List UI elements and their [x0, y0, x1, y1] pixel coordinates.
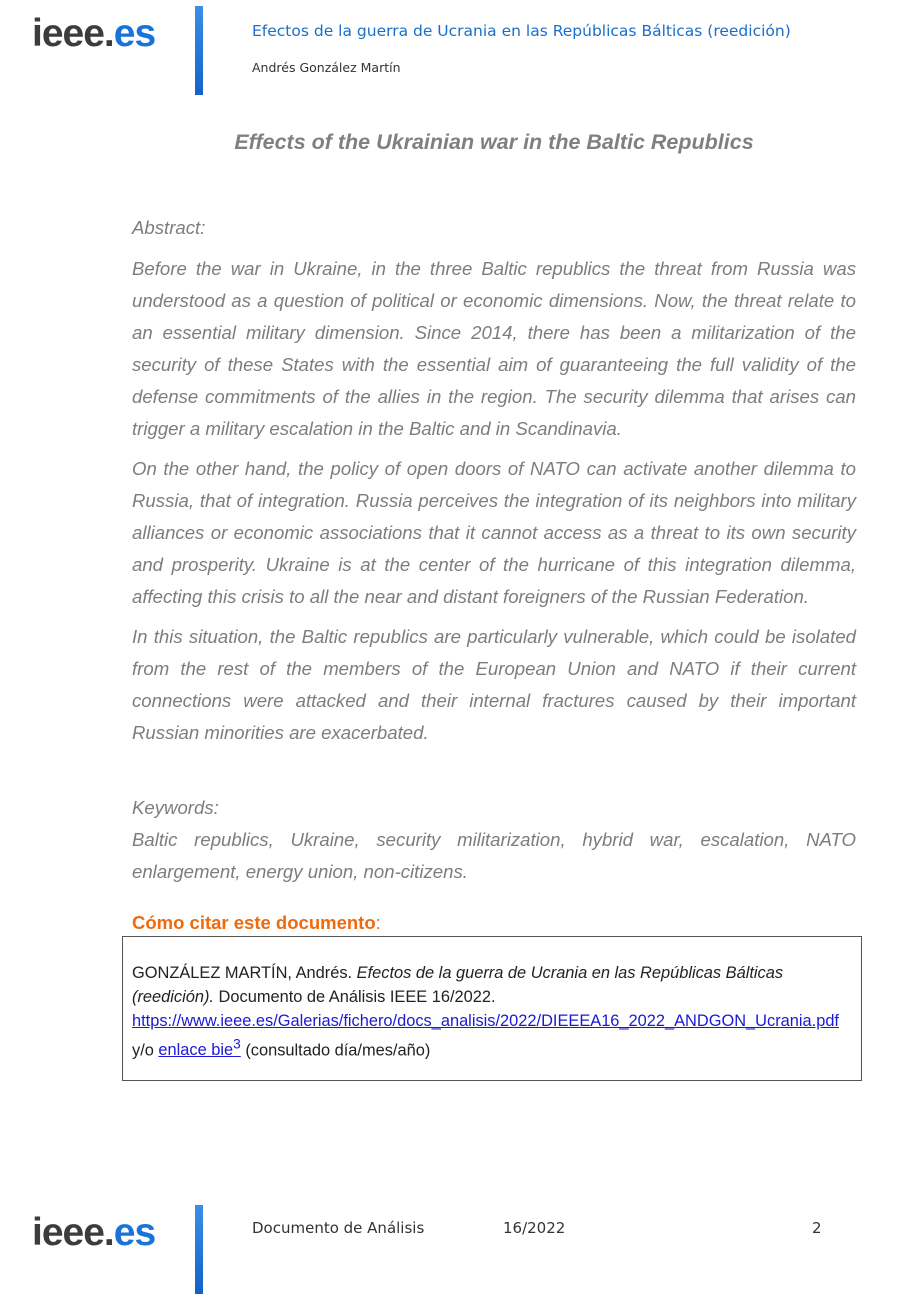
abstract-paragraph: Before the war in Ukraine, in the three Baltic republics the threat from Russia was understood as a question of political or economic dimensions. Now, the threat relate to an essential military dimension. Since 2014, there has been a militarization of the security of these States with the essential aim of guaranteeing the full validity of the defense commitments of the allies in the region. The security dilemma that arises can trigger a military escalation in the Baltic and in Scandinavia.	[132, 258, 856, 439]
document-title: Effects of the Ukrainian war in the Baltic Republics	[234, 130, 754, 154]
logo-main: ieee.	[32, 1211, 114, 1254]
citation-heading	[132, 912, 381, 934]
abstract-paragraph: In this situation, the Baltic republics are particularly vulnerable, which could be isolated from the rest of the members of the European Union and NATO if their current connections were attacked and their internal fractures caused by their important Russian minorities are exacerbated.	[132, 626, 856, 743]
header-divider-bar	[195, 6, 203, 95]
keywords-label: Keywords:	[132, 797, 219, 818]
footer-divider-bar	[195, 1205, 203, 1294]
header-logo	[32, 14, 155, 53]
citation-heading-text: Cómo citar este documento	[132, 912, 376, 933]
logo-suffix: es	[113, 1211, 156, 1254]
citation-author: GONZÁLEZ MARTÍN, Andrés.	[132, 964, 357, 982]
footer-logo	[32, 1213, 155, 1252]
keywords-text: Baltic republics, Ukraine, security militarization, hybrid war, escalation, NATO enlargement, energy union, non-citizens.	[132, 829, 856, 882]
citation-source: Documento de Análisis IEEE 16/2022.	[214, 988, 496, 1006]
abstract-label: Abstract:	[132, 217, 206, 238]
footer-doc-number: 16/2022	[503, 1219, 566, 1237]
abstract-paragraph: On the other hand, the policy of open doors of NATO can activate another dilemma to Russia, that of integration. Russia perceives the integration of its neighbors into military alliances or economic associations that it cannot access as a threat to its own security and prosperity. Ukraine is at the center of the hurricane of this integration dilemma, affecting this crisis to all the near and distant foreigners of the Russian Federation.	[132, 458, 856, 607]
citation-connector: y/o	[132, 1041, 159, 1060]
footer-page-number: 2	[812, 1219, 822, 1237]
citation-text	[132, 961, 854, 1062]
abstract-body	[132, 253, 856, 757]
citation-heading-colon: :	[375, 912, 381, 933]
citation-consulted: (consultado día/mes/año)	[240, 1041, 431, 1060]
header-author: Andrés González Martín	[252, 60, 401, 75]
citation-footnote-ref: 3	[233, 1037, 241, 1052]
citation-bie-link[interactable]	[158, 1037, 241, 1060]
citation-url-link[interactable]: https://www.ieee.es/Galerias/fichero/docs_analisis/2022/DIEEEA16_2022_ANDGON_Ucrania.pdf	[132, 1012, 839, 1030]
citation-work-title: Efectos de la guerra de Ucrania en las Repúblicas Bálticas (reedición).	[132, 964, 784, 1006]
citation-bie-link-text: enlace bie	[158, 1041, 234, 1060]
logo-main: ieee.	[32, 12, 114, 55]
header-title: Efectos de la guerra de Ucrania en las Repúblicas Bálticas (reedición)	[252, 22, 791, 40]
footer-doc-type: Documento de Análisis	[252, 1219, 425, 1237]
logo-suffix: es	[113, 12, 156, 55]
